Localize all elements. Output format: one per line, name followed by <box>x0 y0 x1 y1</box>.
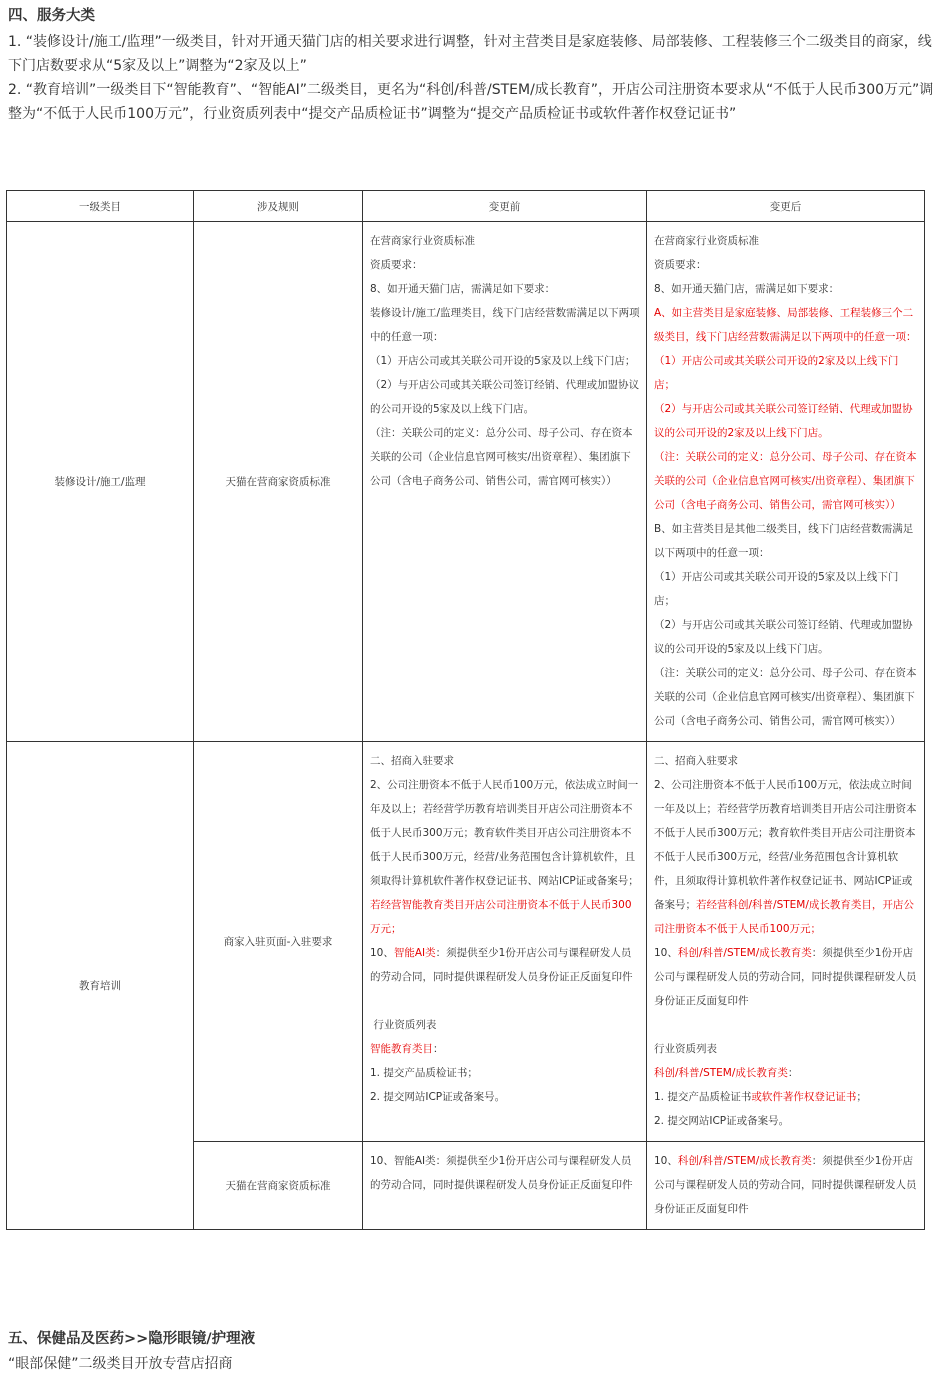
rule-cell: 天猫在营商家资质标准 <box>194 1142 363 1230</box>
highlight-span: 智能教育类目 <box>370 1043 433 1055</box>
before-cell <box>363 742 647 1142</box>
after-cell <box>647 742 925 1142</box>
header-after: 变更后 <box>647 191 925 222</box>
plain-span: 10、 <box>370 947 394 959</box>
before-cell <box>363 222 647 742</box>
highlight-span: 智能AI类 <box>393 947 436 959</box>
after-text: 行业资质列表 <box>654 1043 717 1055</box>
before-text: 2. 提交网站ICP证或备案号。 <box>370 1091 506 1103</box>
highlight-span: 或软件著作权登记证书 <box>751 1091 857 1103</box>
before-text: 二、招商入驻要求 <box>370 755 454 767</box>
before-text: 8、如开通天猫门店，需满足如下要求： <box>370 283 556 295</box>
after-text <box>654 773 918 941</box>
table-row <box>7 222 925 742</box>
after-text <box>654 1085 918 1109</box>
before-text: （1）开店公司或其关联公司开设的5家及以上线下门店； <box>370 355 636 367</box>
plain-span: ； <box>856 1091 867 1103</box>
before-text: 行业资质列表 <box>370 1019 437 1031</box>
plain-span: 1. 提交产品质检证书 <box>654 1091 752 1103</box>
header-rule: 涉及规则 <box>194 191 363 222</box>
after-text: （1）开店公司或其关联公司开设的5家及以上线下门店； <box>654 571 899 607</box>
after-text: （2）与开店公司或其关联公司签订经销、代理或加盟协议的公司开设的5家及以上线下门店。 <box>654 619 913 655</box>
highlight-span: 科创/科普/STEM/成长教育类 <box>654 1067 788 1079</box>
section5-title: 五、保健品及医药>>隐形眼镜/护理液 <box>8 1331 256 1347</box>
after-highlight-text: （2）与开店公司或其关联公司签订经销、代理或加盟协议的公司开设的2家及以上线下门店。 <box>654 403 913 439</box>
plain-span: ：须提供至少1份开店公司与课程研发人员的劳动合同，同时提供课程研发人员身份证正反面复印件 <box>654 947 917 1007</box>
section4-intro <box>8 30 938 126</box>
plain-span: 2、公司注册资本不低于人民币100万元，依法成立时间一年及以上；若经营学历教育培训类目开店公司注册资本不低于人民币300万元；教育软件类目开店公司注册资本不低于人民币300万元，经营/业务范围包含计算机软件，且须取得计算机软件著作权登记证书、网站ICP证或备案号； <box>654 779 917 911</box>
after-highlight-text: A、如主营类目是家庭装修、局部装修、工程装修三个二级类目，线下门店经营数需满足以下两项中的任意一项： <box>654 307 917 343</box>
before-text: 在营商家行业资质标准 <box>370 235 475 247</box>
highlight-span: 若经营智能教育类目开店公司注册资本不低于人民币300万元； <box>370 899 632 935</box>
table-row <box>7 742 925 1142</box>
after-text <box>654 1149 918 1221</box>
after-text: 在营商家行业资质标准 <box>654 235 759 247</box>
after-cell <box>647 1142 925 1230</box>
before-text: 1. 提交产品质检证书； <box>370 1067 478 1079</box>
header-before: 变更前 <box>363 191 647 222</box>
category-cell: 装修设计/施工/监理 <box>7 222 194 742</box>
header-category: 一级类目 <box>7 191 194 222</box>
after-text: B、如主营类目是其他二级类目，线下门店经营数需满足以下两项中的任意一项： <box>654 523 914 559</box>
plain-span: ： <box>433 1043 444 1055</box>
plain-span: 10、 <box>654 1155 678 1167</box>
change-table <box>6 190 925 1230</box>
after-text: 2. 提交网站ICP证或备案号。 <box>654 1115 790 1127</box>
before-text: 10、智能AI类：须提供至少1份开店公司与课程研发人员的劳动合同，同时提供课程研发人员身份证正反面复印件 <box>370 1155 633 1191</box>
before-text: （2）与开店公司或其关联公司签订经销、代理或加盟协议的公司开设的5家及以上线下门店。 <box>370 379 640 415</box>
before-cell <box>363 1142 647 1230</box>
after-highlight-text: （注：关联公司的定义：总分公司、母子公司、存在资本关联的公司（企业信息官网可核实/出资章程）、集团旗下公司（含电子商务公司、销售公司，需官网可核实）） <box>654 451 917 511</box>
after-text: 二、招商入驻要求 <box>654 755 738 767</box>
section4-paragraph-1: 1. “装修设计/施工/监理”一级类目，针对开通天猫门店的相关要求进行调整，针对主营类目是家庭装修、局部装修、工程装修三个二级类目的商家，线下门店数要求从“5家及以上”调整为“2家及以上” <box>8 34 932 74</box>
rule-cell: 商家入驻页面-入驻要求 <box>194 742 363 1142</box>
table-header-row <box>7 191 925 222</box>
before-text <box>370 941 640 989</box>
before-text: 装修设计/施工/监理类目，线下门店经营数需满足以下两项中的任意一项： <box>370 307 640 343</box>
after-text: 资质要求： <box>654 259 707 271</box>
section4-title: 四、服务大类 <box>8 8 95 24</box>
spacer <box>654 1013 918 1037</box>
after-cell <box>647 222 925 742</box>
before-text: 资质要求： <box>370 259 423 271</box>
spacer <box>370 989 640 1013</box>
plain-span: ：须提供至少1份开店公司与课程研发人员的劳动合同，同时提供课程研发人员身份证正反面复印件 <box>654 1155 917 1215</box>
plain-span: ： <box>787 1067 799 1079</box>
after-text <box>654 1061 918 1085</box>
rule-cell: 天猫在营商家资质标准 <box>194 222 363 742</box>
plain-span: ：须提供至少1份开店公司与课程研发人员的劳动合同，同时提供课程研发人员身份证正反面复印件 <box>370 947 633 983</box>
highlight-span: 若经营科创/科普/STEM/成长教育类目，开店公司注册资本不低于人民币100万元； <box>654 899 914 935</box>
after-highlight-text: （1）开店公司或其关联公司开设的2家及以上线下门店； <box>654 355 899 391</box>
highlight-span: 科创/科普/STEM/成长教育类 <box>677 947 812 959</box>
section5-text: “眼部保健”二级类目开放专营店招商 <box>8 1356 233 1372</box>
after-text: 8、如开通天猫门店，需满足如下要求： <box>654 283 840 295</box>
highlight-span: 科创/科普/STEM/成长教育类 <box>677 1155 812 1167</box>
after-text <box>654 941 918 1013</box>
category-cell: 教育培训 <box>7 742 194 1230</box>
before-text: （注：关联公司的定义：总分公司、母子公司、存在资本关联的公司（企业信息官网可核实/出资章程）、集团旗下公司（含电子商务公司、销售公司，需官网可核实）） <box>370 427 633 487</box>
before-text <box>370 1037 640 1061</box>
plain-span: 2、公司注册资本不低于人民币100万元，依法成立时间一年及以上；若经营学历教育培训类目开店公司注册资本不低于人民币300万元；教育软件类目开店公司注册资本不低于人民币300万元，经营/业务范围包含计算机软件，且须取得计算机软件著作权登记证书、网站ICP证或备案号； <box>370 779 639 887</box>
plain-span: 10、 <box>654 947 678 959</box>
before-text <box>370 773 640 941</box>
section4-paragraph-2: 2. “教育培训”一级类目下“智能教育”、“智能AI”二级类目，更名为“科创/科普/STEM/成长教育”，开店公司注册资本要求从“不低于人民币300万元”调整为“不低于人民币100万元”，行业资质列表中“提交产品质检证书”调整为“提交产品质检证书或软件著作权登记证书” <box>8 82 934 122</box>
after-text: （注：关联公司的定义：总分公司、母子公司、存在资本关联的公司（企业信息官网可核实/出资章程）、集团旗下公司（含电子商务公司、销售公司，需官网可核实）） <box>654 667 917 727</box>
